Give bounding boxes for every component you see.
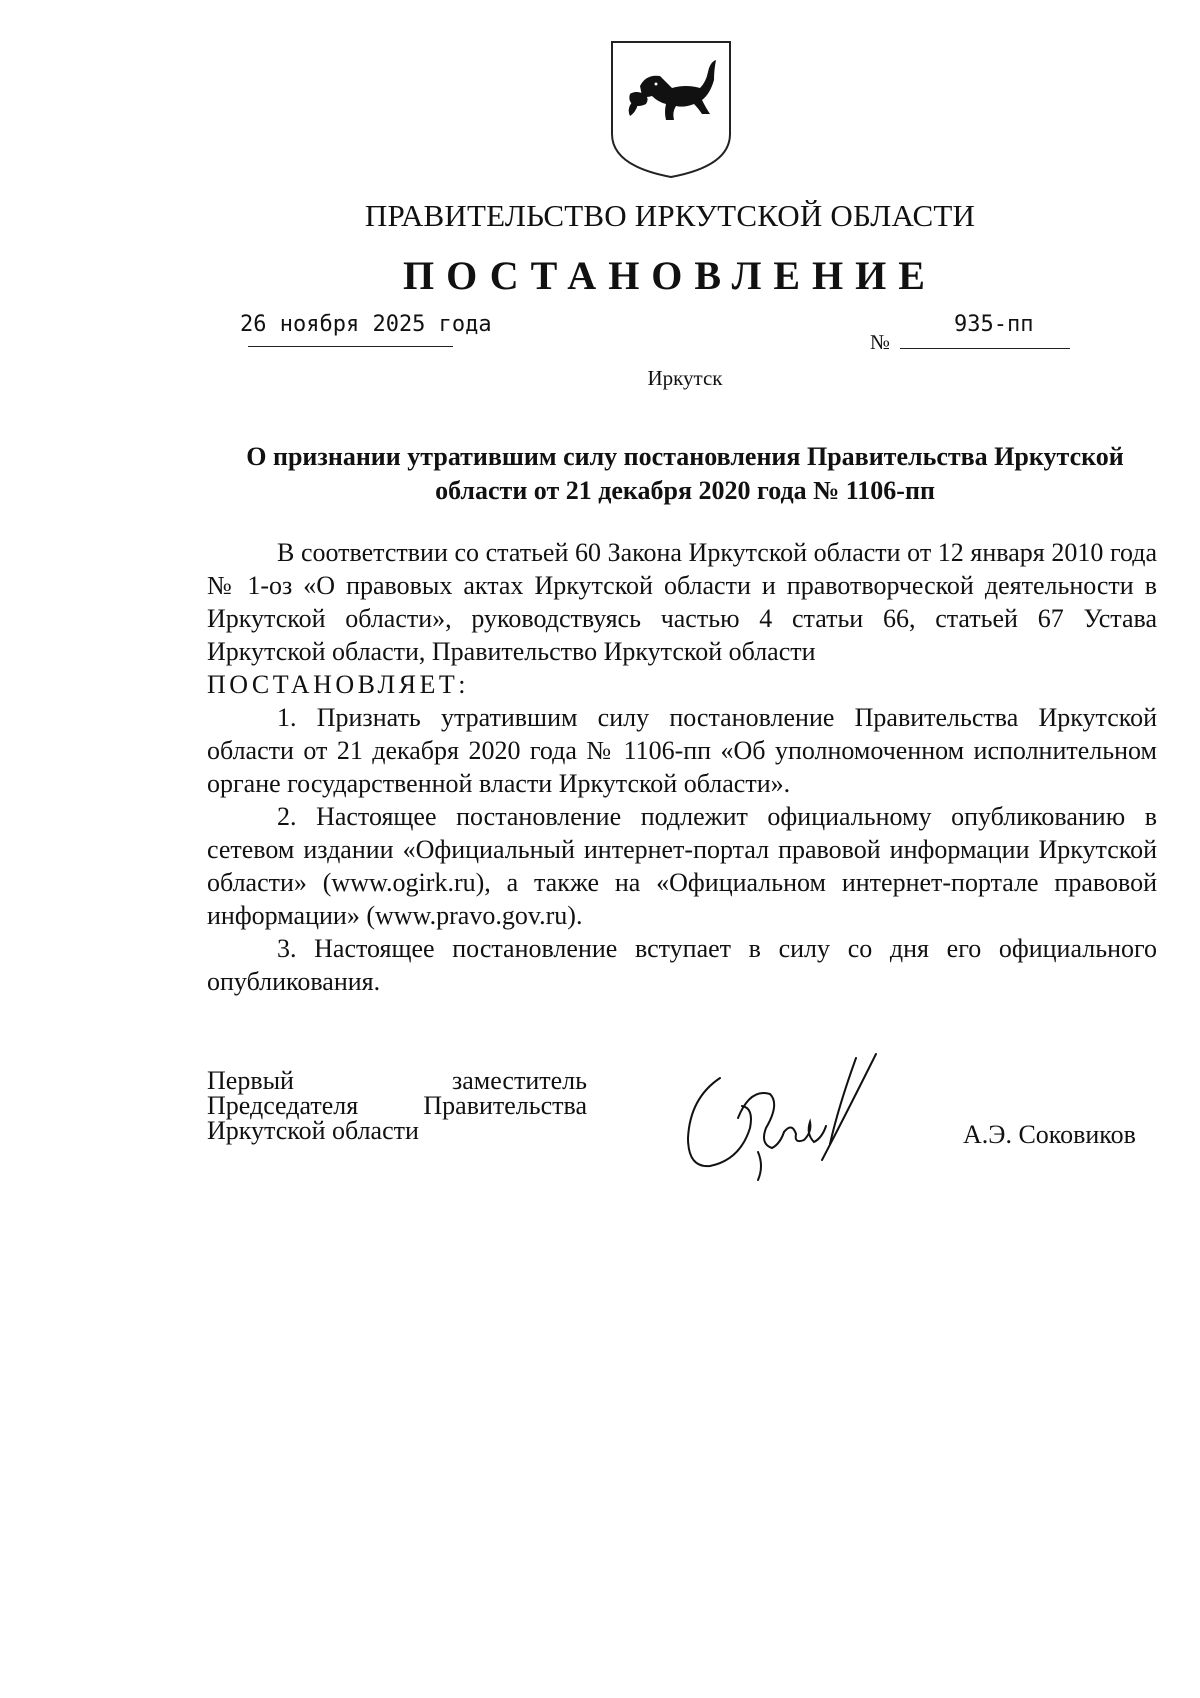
resolution-item-2: 2. Настоящее постановление подлежит официальному опубликованию в сетевом издании «Официальный интернет-портал правовой информации Иркутской области» (www.ogirk.ru), а также на «Официальном интернет-портале правовой информации» (www.pravo.gov.ru). bbox=[207, 802, 1157, 930]
signer-position-line: Иркутской области bbox=[207, 1116, 419, 1145]
document-body bbox=[207, 536, 1157, 998]
number-sign: № bbox=[870, 330, 891, 354]
signer-position-word: заместитель bbox=[451, 1066, 587, 1095]
signer-name: А.Э. Соковиков bbox=[963, 1120, 1136, 1149]
resolution-item-1: 1. Признать утратившим силу постановление Правительства Иркутской области от 21 декабря 2020 года № 1106-пп «Об уполномоченном исполнительном органе государственной власти Иркутской области». bbox=[207, 703, 1157, 798]
preamble-paragraph: В соответствии со статьей 60 Закона Иркутской области от 12 января 2010 года № 1-оз «О правовых актах Иркутской области и правотворческой деятельности в Иркутской области», руководствуясь частью 4 статьи 66, статьей 67 Устава Иркутской области, Правительство Иркутской области bbox=[207, 538, 1157, 666]
document-type-heading: ПОСТАНОВЛЕНИЕ bbox=[403, 253, 937, 298]
document-subject: О признании утратившим силу постановления Правительства Иркутской области от 21 декабря 2020 года № 1106-пп bbox=[246, 442, 1124, 505]
city: Иркутск bbox=[647, 366, 723, 390]
resolution-item-3: 3. Настоящее постановление вступает в силу со дня его официального опубликования. bbox=[207, 934, 1157, 996]
signer-position bbox=[207, 1068, 587, 1143]
document-date: 26 ноября 2025 года bbox=[240, 312, 492, 337]
coat-of-arms-icon bbox=[606, 38, 736, 180]
document-number: 935-пп bbox=[954, 312, 1034, 337]
resolves-heading: ПОСТАНОВЛЯЕТ: bbox=[207, 670, 469, 699]
signer-position-word: Первый bbox=[207, 1066, 294, 1095]
government-title: ПРАВИТЕЛЬСТВО ИРКУТСКОЙ ОБЛАСТИ bbox=[364, 198, 976, 233]
signer-position-word: Председателя bbox=[207, 1091, 359, 1120]
handwritten-signature bbox=[680, 1048, 900, 1193]
signer-position-word: Правительства bbox=[423, 1091, 587, 1120]
